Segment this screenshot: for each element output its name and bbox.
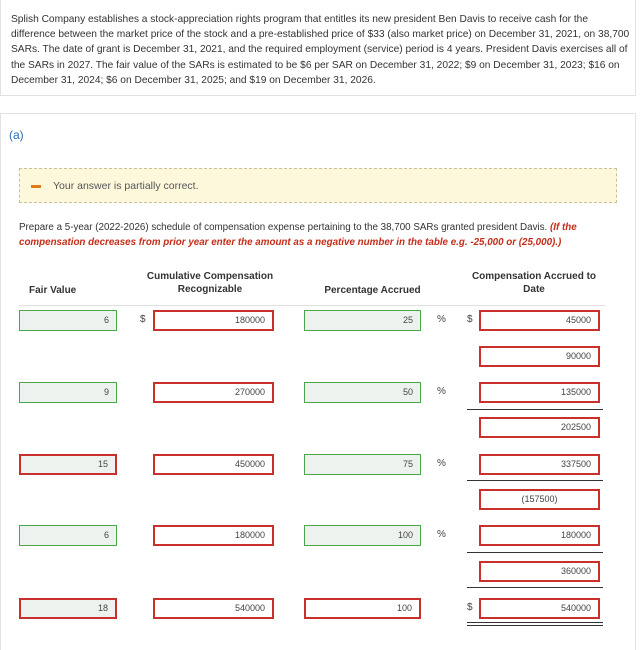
part-label: (a) xyxy=(9,128,24,142)
header-compensation-accrued: Compensation Accrued to Date xyxy=(471,271,597,295)
double-underline-bottom xyxy=(467,625,603,626)
compensation-expense-input[interactable]: 202500 xyxy=(479,417,600,438)
instructions xyxy=(19,220,619,250)
compensation-expense-input[interactable]: (157500) xyxy=(479,489,600,510)
percent-symbol: % xyxy=(437,386,446,397)
compensation-accrued-input[interactable]: 45000 xyxy=(479,310,600,331)
compensation-accrued-input[interactable]: 135000 xyxy=(479,382,600,403)
percentage-accrued-input[interactable]: 100 xyxy=(304,598,421,619)
underline xyxy=(467,409,603,410)
compensation-expense-input[interactable]: 360000 xyxy=(479,561,600,582)
header-fair-value: Fair Value xyxy=(29,285,77,296)
percent-symbol: % xyxy=(437,529,446,540)
instructions-note: (If the compensation decreases from prior year enter the amount as a negative number in the table e.g. -25,000 or (25,000).) xyxy=(19,222,577,248)
cumulative-compensation-input[interactable]: 450000 xyxy=(153,454,274,475)
feedback-banner xyxy=(19,168,617,203)
cumulative-compensation-input[interactable]: 180000 xyxy=(153,310,274,331)
header-cumulative-compensation: Cumulative Compensation Recognizable xyxy=(146,271,274,295)
fair-value-input[interactable]: 6 xyxy=(19,525,117,546)
partial-indicator-icon xyxy=(31,185,41,188)
instructions-main: Prepare a 5-year (2022-2026) schedule of compensation expense pertaining to the 38,700 SARs granted president Davis. xyxy=(19,222,548,233)
currency-symbol: $ xyxy=(467,602,473,613)
percentage-accrued-input[interactable]: 100 xyxy=(304,525,421,546)
fair-value-input[interactable]: 6 xyxy=(19,310,117,331)
currency-symbol: $ xyxy=(140,314,146,325)
compensation-accrued-input[interactable]: 337500 xyxy=(479,454,600,475)
underline xyxy=(467,480,603,481)
underline xyxy=(467,552,603,553)
percent-symbol: % xyxy=(437,314,446,325)
cumulative-compensation-input[interactable]: 540000 xyxy=(153,598,274,619)
underline xyxy=(467,587,603,588)
percentage-accrued-input[interactable]: 50 xyxy=(304,382,421,403)
cumulative-compensation-input[interactable]: 180000 xyxy=(153,525,274,546)
fair-value-input[interactable]: 18 xyxy=(19,598,117,619)
double-underline-top xyxy=(467,622,603,623)
compensation-accrued-input[interactable]: 540000 xyxy=(479,598,600,619)
cumulative-compensation-input[interactable]: 270000 xyxy=(153,382,274,403)
problem-text: Splish Company establishes a stock-appreciation rights program that entitles its new president Ben Davis to receive cash for the difference between the market price of the stock and a pre-established price of $33 (also market price) on December 31, 2021, on 38,700 SARs. The date of grant is December 31, 2021, and the required employment (service) period is 4 years. President Davis exercises all of the SARs in 2027. The fair value of the SARs is estimated to be $6 per SAR on December 31, 2022; $9 on December 31, 2023; $16 on December 31, 2024; $6 on December 31, 2025; and $19 on December 31, 2026. xyxy=(11,14,630,86)
feedback-text: Your answer is partially correct. xyxy=(53,180,199,192)
compensation-accrued-input[interactable]: 180000 xyxy=(479,525,600,546)
currency-symbol: $ xyxy=(467,314,473,325)
problem-statement-panel xyxy=(0,0,636,96)
header-percentage-accrued: Percentage Accrued xyxy=(324,285,421,296)
percent-symbol: % xyxy=(437,458,446,469)
fair-value-input[interactable]: 9 xyxy=(19,382,117,403)
percentage-accrued-input[interactable]: 75 xyxy=(304,454,421,475)
compensation-expense-input[interactable]: 90000 xyxy=(479,346,600,367)
header-divider xyxy=(19,305,605,306)
percentage-accrued-input[interactable]: 25 xyxy=(304,310,421,331)
fair-value-input[interactable]: 15 xyxy=(19,454,117,475)
